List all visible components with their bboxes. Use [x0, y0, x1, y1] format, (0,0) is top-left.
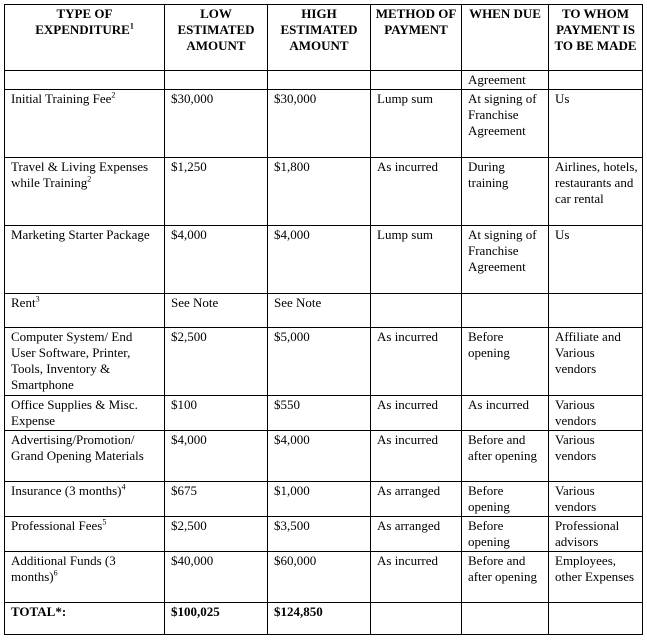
- cell-text: Travel & Living Expenses while Training: [11, 159, 149, 190]
- cell-text: $4,000: [171, 432, 207, 447]
- cell-text: $2,500: [171, 518, 207, 533]
- cell-text: Lump sum: [377, 91, 433, 106]
- cell-text: $100: [171, 397, 197, 412]
- expenditure-table: [4, 4, 643, 635]
- cell-to-whom: [549, 482, 643, 517]
- header-row: [5, 5, 643, 71]
- cell-text: Various vendors: [555, 432, 597, 463]
- cell-text: Various vendors: [555, 483, 597, 514]
- table-row: [5, 226, 643, 294]
- cell-when-due: [462, 482, 549, 517]
- cell-high-amount: [268, 517, 371, 552]
- cell-high-amount: [268, 603, 371, 635]
- cell-text: Before and after opening: [468, 432, 537, 463]
- cell-text: $100,025: [171, 604, 220, 619]
- cell-text: $60,000: [274, 553, 317, 568]
- header-to-whom-payment: [549, 5, 643, 71]
- cell-text: $675: [171, 483, 197, 498]
- cell-text: See Note: [274, 295, 322, 310]
- cell-text: $4,000: [171, 227, 207, 242]
- header-high-estimated-amount: [268, 5, 371, 71]
- header-low-estimated-amount: [165, 5, 268, 71]
- cell-text: $2,500: [171, 329, 207, 344]
- cell-type: [5, 71, 165, 90]
- header-method-of-payment: [371, 5, 462, 71]
- cell-text: Insurance (3 months): [11, 483, 122, 498]
- cell-low-amount: [165, 226, 268, 294]
- cell-text: $550: [274, 397, 300, 412]
- cell-low-amount: [165, 517, 268, 552]
- cell-text: During training: [468, 159, 509, 190]
- cell-text: Before and after opening: [468, 553, 537, 584]
- cell-to-whom: [549, 90, 643, 158]
- cell-text: Marketing Starter Package: [11, 227, 150, 242]
- header-label: TO WHOM PAYMENT IS TO BE MADE: [554, 6, 637, 53]
- cell-text: At signing of Franchise Agreement: [468, 91, 537, 138]
- table-body: [5, 71, 643, 635]
- cell-low-amount: [165, 90, 268, 158]
- cell-method: [371, 552, 462, 603]
- cell-text: See Note: [171, 295, 219, 310]
- cell-method: [371, 226, 462, 294]
- footnote-marker: 2: [111, 90, 116, 100]
- cell-method: [371, 517, 462, 552]
- cell-text: $3,500: [274, 518, 310, 533]
- cell-when-due: [462, 603, 549, 635]
- cell-text: $4,000: [274, 227, 310, 242]
- footnote-marker: 1: [129, 21, 134, 31]
- cell-text: $30,000: [274, 91, 317, 106]
- cell-text: Employees, other Expenses: [555, 553, 635, 584]
- cell-when-due: [462, 517, 549, 552]
- cell-text: $1,250: [171, 159, 207, 174]
- cell-text: Computer System/ End User Software, Printer, Tools, Inventory & Smartphone: [11, 329, 133, 392]
- cell-text: Before opening: [468, 483, 510, 514]
- cell-high-amount: [268, 328, 371, 396]
- cell-low-amount: [165, 71, 268, 90]
- cell-type: [5, 396, 165, 431]
- table-row: [5, 71, 643, 90]
- cell-low-amount: [165, 328, 268, 396]
- cell-high-amount: [268, 90, 371, 158]
- footnote-marker: 5: [102, 517, 107, 527]
- cell-text: Professional advisors: [555, 518, 620, 549]
- cell-text: $1,800: [274, 159, 310, 174]
- cell-when-due: [462, 226, 549, 294]
- table-row: [5, 328, 643, 396]
- cell-text: As arranged: [377, 518, 441, 533]
- cell-when-due: [462, 431, 549, 482]
- footnote-marker: 4: [121, 482, 126, 492]
- table-row: [5, 90, 643, 158]
- cell-text: Professional Fees: [11, 518, 103, 533]
- cell-text: $124,850: [274, 604, 323, 619]
- cell-low-amount: [165, 552, 268, 603]
- cell-text: As incurred: [468, 397, 530, 412]
- cell-text: Before opening: [468, 329, 510, 360]
- cell-to-whom: [549, 517, 643, 552]
- cell-text: As incurred: [377, 159, 439, 174]
- cell-text: Us: [555, 227, 570, 242]
- table-row: [5, 517, 643, 552]
- cell-text: Additional Funds (3 months): [11, 553, 116, 584]
- cell-to-whom: [549, 552, 643, 603]
- cell-method: [371, 431, 462, 482]
- cell-to-whom: [549, 396, 643, 431]
- cell-to-whom: [549, 431, 643, 482]
- table-row: [5, 482, 643, 517]
- cell-when-due: [462, 158, 549, 226]
- cell-to-whom: [549, 328, 643, 396]
- cell-text: As incurred: [377, 432, 439, 447]
- cell-low-amount: [165, 603, 268, 635]
- header-type-of-expenditure: [5, 5, 165, 71]
- cell-text: As arranged: [377, 483, 441, 498]
- cell-low-amount: [165, 158, 268, 226]
- header-label: TYPE OF EXPENDITURE: [35, 6, 130, 37]
- cell-text: Us: [555, 91, 570, 106]
- cell-high-amount: [268, 226, 371, 294]
- cell-when-due: [462, 90, 549, 158]
- footnote-marker: 3: [35, 294, 40, 304]
- cell-text: Various vendors: [555, 397, 597, 428]
- cell-text: $1,000: [274, 483, 310, 498]
- cell-type: [5, 90, 165, 158]
- cell-type: [5, 431, 165, 482]
- header-when-due: [462, 5, 549, 71]
- cell-when-due: [462, 294, 549, 328]
- cell-text: Rent: [11, 295, 36, 310]
- cell-low-amount: [165, 431, 268, 482]
- cell-text: At signing of Franchise Agreement: [468, 227, 537, 274]
- cell-text: $40,000: [171, 553, 214, 568]
- cell-high-amount: [268, 294, 371, 328]
- cell-method: [371, 158, 462, 226]
- cell-when-due: [462, 328, 549, 396]
- table-row: [5, 552, 643, 603]
- cell-text: Before opening: [468, 518, 510, 549]
- cell-text: Affiliate and Various vendors: [555, 329, 621, 376]
- cell-method: [371, 396, 462, 431]
- cell-high-amount: [268, 552, 371, 603]
- cell-low-amount: [165, 482, 268, 517]
- cell-when-due: [462, 396, 549, 431]
- header-label: METHOD OF PAYMENT: [375, 6, 457, 37]
- cell-when-due: [462, 71, 549, 90]
- cell-to-whom: [549, 603, 643, 635]
- footnote-marker: 6: [53, 568, 58, 578]
- cell-to-whom: [549, 226, 643, 294]
- table-row: [5, 396, 643, 431]
- table-row: [5, 431, 643, 482]
- cell-type: [5, 482, 165, 517]
- header-label: WHEN DUE: [469, 6, 541, 21]
- cell-method: [371, 482, 462, 517]
- cell-text: $4,000: [274, 432, 310, 447]
- cell-text: Advertising/Promotion/ Grand Opening Materials: [11, 432, 144, 463]
- table-row: [5, 603, 643, 635]
- cell-type: [5, 517, 165, 552]
- cell-method: [371, 90, 462, 158]
- cell-low-amount: [165, 294, 268, 328]
- table-row: [5, 158, 643, 226]
- cell-type: [5, 226, 165, 294]
- cell-to-whom: [549, 71, 643, 90]
- cell-high-amount: [268, 431, 371, 482]
- cell-type: [5, 158, 165, 226]
- cell-text: Agreement: [468, 72, 526, 87]
- cell-text: Office Supplies & Misc. Expense: [11, 397, 138, 428]
- cell-low-amount: [165, 396, 268, 431]
- cell-high-amount: [268, 396, 371, 431]
- cell-text: As incurred: [377, 329, 439, 344]
- cell-type: [5, 328, 165, 396]
- cell-text: As incurred: [377, 553, 439, 568]
- cell-to-whom: [549, 158, 643, 226]
- cell-high-amount: [268, 71, 371, 90]
- cell-type: [5, 603, 165, 635]
- cell-method: [371, 603, 462, 635]
- header-label: LOW ESTIMATED AMOUNT: [177, 6, 255, 53]
- header-label: HIGH ESTIMATED AMOUNT: [280, 6, 358, 53]
- cell-high-amount: [268, 158, 371, 226]
- cell-high-amount: [268, 482, 371, 517]
- cell-when-due: [462, 552, 549, 603]
- table-row: [5, 294, 643, 328]
- cell-method: [371, 294, 462, 328]
- cell-type: [5, 552, 165, 603]
- cell-to-whom: [549, 294, 643, 328]
- cell-method: [371, 71, 462, 90]
- cell-text: $5,000: [274, 329, 310, 344]
- cell-text: TOTAL*:: [11, 604, 67, 619]
- cell-text: As incurred: [377, 397, 439, 412]
- cell-text: Lump sum: [377, 227, 433, 242]
- cell-method: [371, 328, 462, 396]
- cell-type: [5, 294, 165, 328]
- footnote-marker: 2: [87, 174, 92, 184]
- cell-text: $30,000: [171, 91, 214, 106]
- cell-text: Initial Training Fee: [11, 91, 112, 106]
- cell-text: Airlines, hotels, restaurants and car rental: [555, 159, 638, 206]
